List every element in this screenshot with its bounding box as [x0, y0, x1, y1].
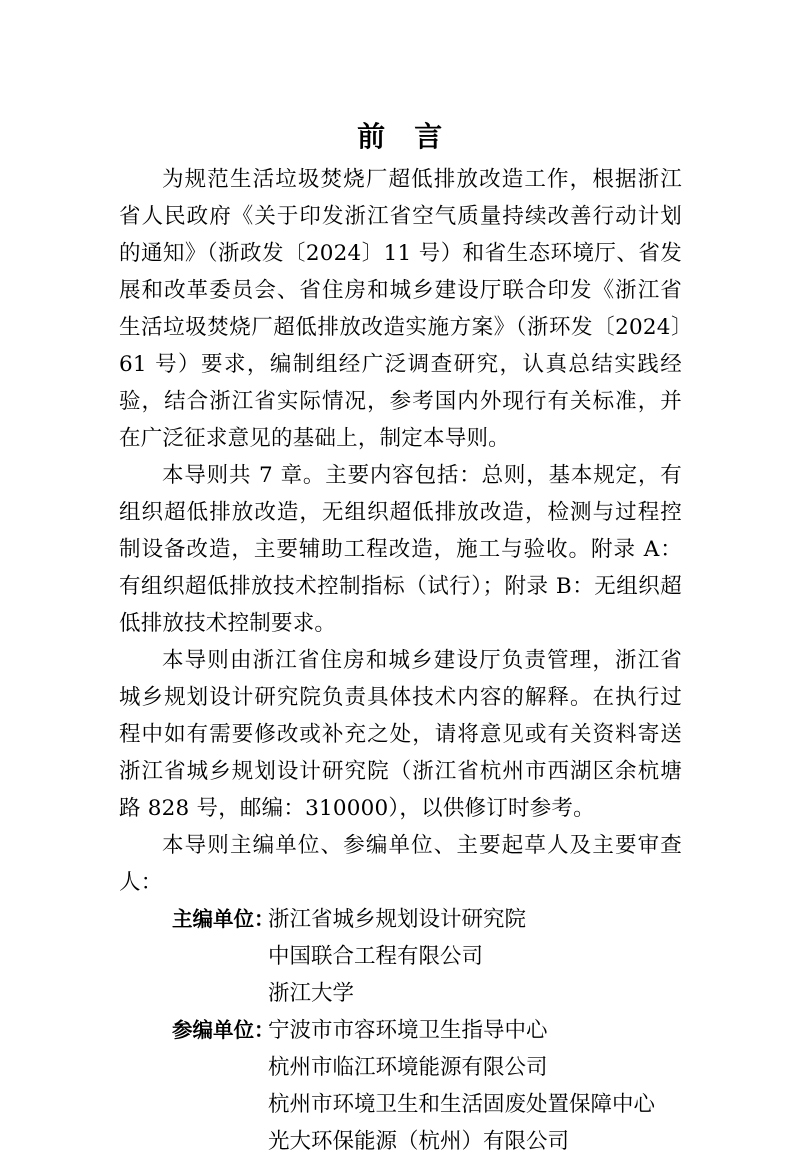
credit-value: 杭州市环境卫生和生活固废处置保障中心 [268, 1092, 656, 1117]
credit-value: 光大环保能源（杭州）有限公司 [268, 1129, 570, 1154]
list-item [119, 1123, 682, 1160]
credit-value: 杭州市临江环境能源有限公司 [268, 1055, 548, 1080]
list-item [119, 938, 682, 975]
credit-value: 中国联合工程有限公司 [268, 944, 484, 969]
list-item [119, 1086, 682, 1123]
credit-value: 宁波市市容环境卫生指导中心 [268, 1018, 548, 1043]
list-item [119, 1012, 682, 1049]
paragraph-scope-basis: 为规范生活垃圾焚烧厂超低排放改造工作，根据浙江省人民政府《关于印发浙江省空气质量持续改善行动计划的通知》（浙政发〔2024〕11 号）和省生态环境厅、省发展和改革委员会、省住房和城乡建设厅联合印发《浙江省生活垃圾焚烧厂超低排放改造实施方案》（浙环发〔2024〕61 号）要求，编制组经广泛调查研究，认真总结实践经验，结合浙江省实际情况，参考国内外现行有关标准，并在广泛征求意见的基础上，制定本导则。 [119, 167, 682, 451]
document-body [119, 161, 682, 1160]
paragraph-administration-feedback: 本导则由浙江省住房和城乡建设厅负责管理，浙江省城乡规划设计研究院负责具体技术内容的解释。在执行过程中如有需要修改或补充之处，请将意见或有关资料寄送浙江省城乡规划设计研究院（浙江省杭州市西湖区余杭塘路 828 号，邮编：310000），以供修订时参考。 [119, 648, 682, 821]
credit-value: 浙江大学 [268, 981, 355, 1006]
credit-label-contributing-editor: 参编单位： [172, 1018, 275, 1042]
list-item [119, 1049, 682, 1086]
paragraph-chapter-contents: 本导则共 7 章。主要内容包括：总则，基本规定，有组织超低排放改造，无组织超低排放改造，检测与过程控制设备改造，主要辅助工程改造，施工与验收。附录 A：有组织超低排放技术控制指标（试行）；附录 B：无组织超低排放技术控制要求。 [119, 463, 682, 636]
page-title: 前 言 [357, 119, 443, 153]
paragraph-organizations-intro: 本导则主编单位、参编单位、主要起草人及主要审查人： [119, 833, 682, 895]
list-item [119, 975, 682, 1012]
credits-list [119, 901, 682, 1160]
credit-value: 浙江省城乡规划设计研究院 [268, 907, 527, 932]
credit-label-chief-editor: 主编单位： [172, 907, 275, 931]
list-item [119, 901, 682, 938]
